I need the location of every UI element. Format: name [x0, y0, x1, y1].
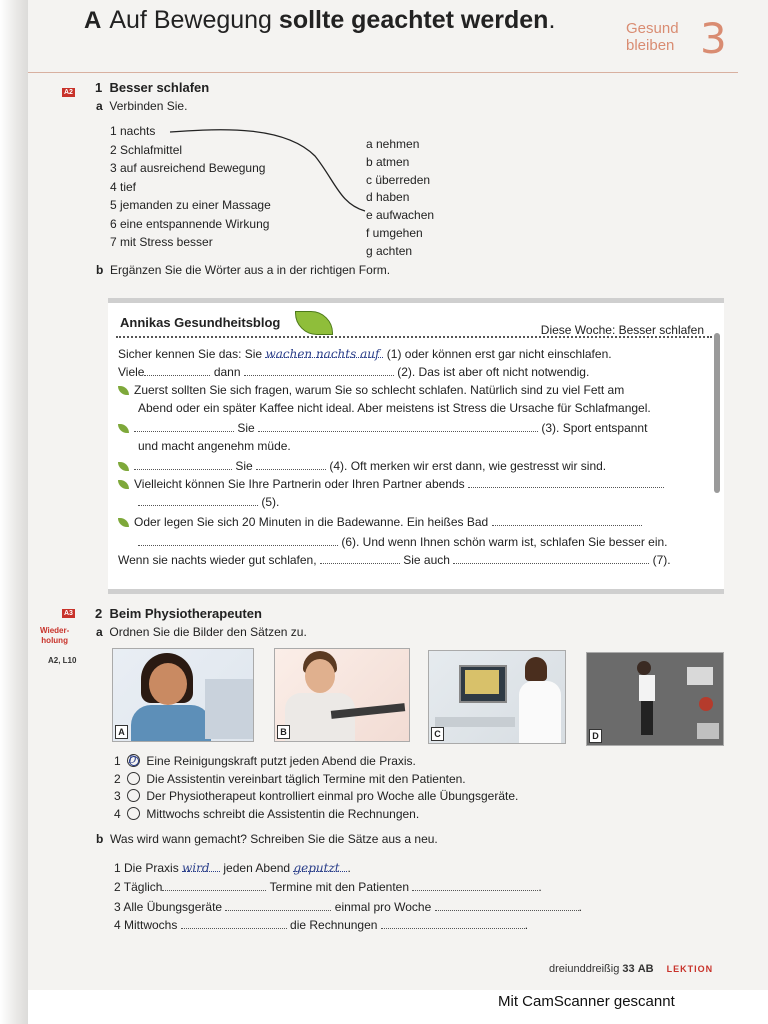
- rewrite-line-1: 1 Die Praxis wird jeden Abend geputzt .: [114, 861, 351, 875]
- blank-input[interactable]: [492, 515, 642, 526]
- coat-shape: [519, 681, 561, 743]
- page-footer: dreiunddreißig 33 AB LEKTION: [549, 963, 714, 975]
- answer-input[interactable]: geputzt: [293, 861, 347, 872]
- blog-line-1: Sicher kennen Sie das: Sie wachen nachts auf (1) oder können erst gar nicht einschlafen.: [118, 347, 612, 361]
- match-right-item[interactable]: c überreden: [366, 172, 431, 187]
- blog-week: Diese Woche: Besser schlafen: [540, 323, 704, 337]
- leaf-bullet-icon: [118, 480, 129, 489]
- leaf-bullet-icon: [118, 386, 129, 395]
- match-right-item[interactable]: b atmen: [366, 154, 410, 169]
- blank-input[interactable]: [412, 880, 538, 891]
- desk-shape: [435, 717, 515, 727]
- blog-line-7: Sie (4). Oft merken wir erst dann, wie gestresst wir sind.: [118, 459, 606, 473]
- blog-line-8: Vielleicht können Sie Ihre Partnerin oder Ihren Partner abends: [118, 477, 664, 491]
- blank-input[interactable]: [258, 421, 538, 432]
- match-left-item[interactable]: 6 eine entspannende Wirkung: [110, 216, 270, 231]
- review-ref: A2, L10: [48, 656, 77, 665]
- blog-box: [108, 298, 724, 594]
- blank-input[interactable]: [134, 459, 232, 470]
- match-left-item[interactable]: 1 nachts: [110, 124, 156, 138]
- match-right-item[interactable]: a nehmen: [366, 137, 420, 151]
- blog-line-12: Wenn sie nachts wieder gut schlafen, Sie auch (7).: [118, 553, 671, 567]
- leaf-logo-icon: [295, 311, 333, 335]
- blog-line-10: Oder legen Sie sich 20 Minuten in die Badewanne. Ein heißes Bad: [118, 515, 642, 529]
- photo-physio-device[interactable]: [274, 648, 410, 742]
- blank-input[interactable]: [162, 880, 266, 891]
- review-label: Wieder- holung: [40, 626, 70, 645]
- match-left-item[interactable]: 3 auf ausreichend Bewegung: [110, 161, 266, 175]
- face-shape: [149, 663, 187, 705]
- sentence-item: 3 Der Physiotherapeut kontrolliert einmal pro Woche alle Übungsgeräte.: [114, 789, 519, 803]
- hair-shape: [525, 657, 547, 681]
- match-left-item[interactable]: 7 mit Stress besser: [110, 235, 213, 249]
- blank-input[interactable]: [453, 553, 649, 564]
- blog-line-2: Viele dann (2). Das ist aber oft nicht notwendig.: [118, 365, 590, 379]
- match-right-list: [366, 136, 434, 261]
- blank-input[interactable]: [435, 900, 579, 911]
- exercise-2-title: 2 Beim Physiotherapeuten: [95, 606, 262, 621]
- match-right-item[interactable]: g achten: [366, 243, 413, 258]
- photo-cleaner[interactable]: [586, 652, 724, 746]
- blog-line-9: (5).: [138, 495, 279, 509]
- exercise-2a-instruction: a Ordnen Sie die Bilder den Sätzen zu.: [96, 625, 307, 639]
- blank-input[interactable]: [138, 495, 258, 506]
- match-connector-line: [165, 126, 375, 221]
- red-object-shape: [699, 697, 713, 711]
- leaf-bullet-icon: [118, 462, 129, 471]
- blank-input[interactable]: [225, 900, 331, 911]
- exercise-1a-instruction: a Verbinden Sie.: [96, 99, 188, 113]
- photo-label: D: [589, 729, 602, 743]
- match-left-item[interactable]: 2 Schlafmittel: [110, 142, 183, 157]
- answer-input[interactable]: wird: [182, 861, 220, 872]
- blog-divider: [116, 336, 712, 338]
- answer-circle[interactable]: [127, 789, 140, 802]
- sentence-list: [114, 753, 518, 823]
- screen-shape: [465, 670, 499, 694]
- answer-circle[interactable]: [127, 807, 140, 820]
- header-divider: [28, 72, 738, 73]
- topic-label: Gesund bleiben: [626, 20, 679, 54]
- page-gutter: [0, 0, 28, 1024]
- blog-title: Annikas Gesundheitsblog: [120, 315, 281, 330]
- sentence-item: 2 Die Assistentin vereinbart täglich Termine mit den Patienten.: [114, 771, 466, 786]
- match-right-item[interactable]: d haben: [366, 190, 410, 205]
- shirt-shape: [639, 675, 655, 701]
- furniture-shape: [697, 723, 719, 739]
- exercise-1b-instruction: b Ergänzen Sie die Wörter aus a in der richtigen Form.: [96, 263, 391, 277]
- answer-1[interactable]: wachen nachts auf: [265, 347, 383, 358]
- head-shape: [637, 661, 651, 675]
- blank-input[interactable]: [468, 477, 664, 488]
- level-tag: A2: [64, 89, 73, 96]
- window-shape: [205, 679, 253, 739]
- sentence-item: 4 Mittwochs schreibt die Assistentin die Rechnungen.: [114, 806, 420, 821]
- photo-label: B: [277, 725, 290, 739]
- sentence-item: 1 D Eine Reinigungskraft putzt jeden Abend die Praxis.: [114, 754, 416, 768]
- shirt-shape: [285, 693, 355, 742]
- answer-circle[interactable]: [127, 772, 140, 785]
- match-left-item[interactable]: 5 jemanden zu einer Massage: [110, 198, 271, 212]
- answer-circle[interactable]: D: [127, 754, 140, 767]
- rewrite-line-3: 3 Alle Übungsgeräte einmal pro Woche .: [114, 900, 582, 914]
- blank-input[interactable]: [144, 365, 210, 376]
- blank-input[interactable]: [138, 535, 338, 546]
- blank-input[interactable]: [320, 553, 400, 564]
- shirt-shape: [131, 705, 211, 742]
- photo-label: C: [431, 727, 444, 741]
- blank-input[interactable]: [256, 459, 326, 470]
- match-right-item[interactable]: e aufwachen: [366, 208, 435, 223]
- photo-assistant-phone[interactable]: [112, 648, 254, 742]
- blog-line-4: Abend oder ein später Kaffee nicht ideal. Aber meistens ist Stress die Ursache für Schlafmangel.: [138, 401, 651, 415]
- leaf-bullet-icon: [118, 518, 129, 527]
- blank-input[interactable]: [134, 421, 234, 432]
- rewrite-line-4: 4 Mittwochs die Rechnungen .: [114, 918, 529, 932]
- blank-input[interactable]: [181, 918, 287, 929]
- blog-line-6: und macht angenehm müde.: [138, 439, 291, 453]
- match-right-item[interactable]: f umgehen: [366, 225, 423, 240]
- scanner-watermark: Mit CamScanner gescannt: [498, 993, 675, 1010]
- blank-input[interactable]: [244, 365, 394, 376]
- level-tag: A3: [64, 610, 73, 617]
- photo-label: A: [115, 725, 128, 739]
- legs-shape: [641, 701, 653, 735]
- rewrite-line-2: 2 Täglich Termine mit den Patienten .: [114, 880, 542, 894]
- blog-line-5: Sie (3). Sport entspannt: [118, 421, 647, 435]
- blog-scrollbar[interactable]: [714, 333, 720, 493]
- exercise-1-title: 1 Besser schlafen: [95, 80, 210, 95]
- exercise-2b-instruction: b Was wird wann gemacht? Schreiben Sie die Sätze aus a neu.: [96, 832, 438, 846]
- topic-number: 3: [700, 14, 727, 63]
- blog-line-11: (6). Und wenn Ihnen schön warm ist, schlafen Sie besser ein.: [138, 535, 668, 549]
- photo-assistant-computer[interactable]: [428, 650, 566, 744]
- match-left-item[interactable]: 4 tief: [110, 179, 137, 194]
- leaf-bullet-icon: [118, 424, 129, 433]
- blog-line-3: Zuerst sollten Sie sich fragen, warum Sie so schlecht schlafen. Natürlich sind zu viel Fett am: [118, 383, 624, 397]
- furniture-shape: [687, 667, 713, 685]
- blank-input[interactable]: [381, 918, 525, 929]
- face-shape: [305, 659, 335, 693]
- page-title: A Auf Bewegung sollte geachtet werden.: [84, 6, 556, 34]
